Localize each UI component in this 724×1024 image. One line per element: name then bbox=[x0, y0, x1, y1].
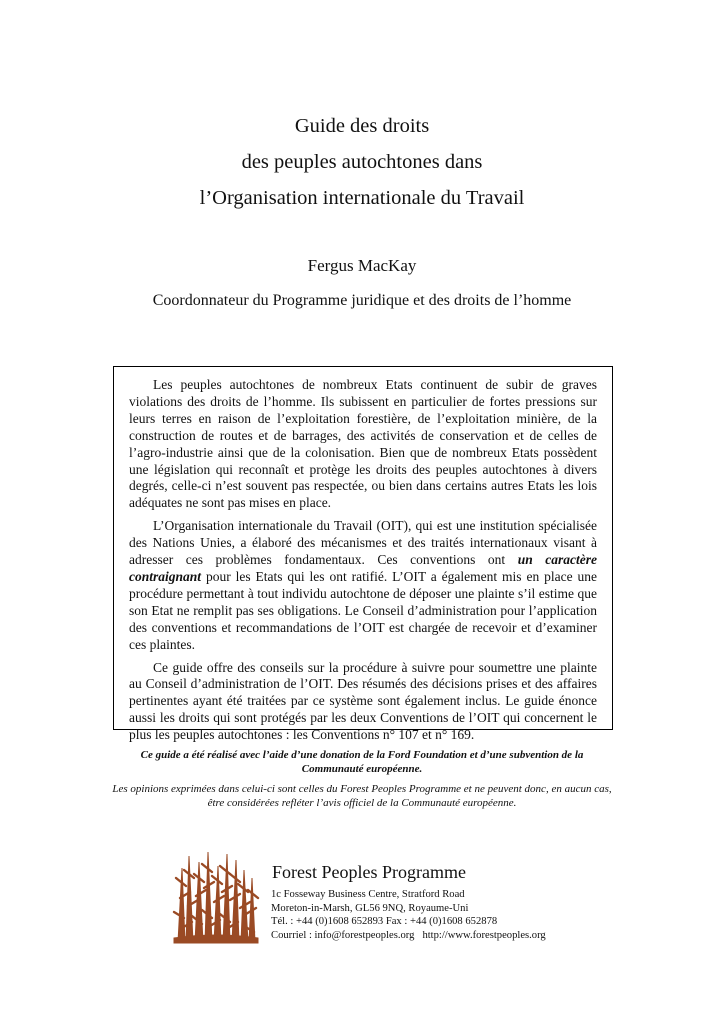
contact-line bbox=[271, 929, 546, 943]
email-text: Courriel : info@forestpeoples.org bbox=[271, 929, 415, 941]
organization-address bbox=[271, 888, 546, 942]
title-line-3: l’Organisation internationale du Travail bbox=[199, 187, 525, 209]
abstract-paragraph-1: Les peuples autochtones de nombreux Etats continuent de subir de graves violations des droits de l’homme. Ils subissent en particulier de fortes pressions sur leurs terres en raison de l’exploitation forestière, de l’exploitation minière, de la construction de routes et de barrages, des activités de conservation et de celles de l’agro-industrie ainsi que de la colonisation. Bien que de nombreux Etats possèdent une législation qui reconnaît et protège les droits des peuples autochtones à divers degrés, celle-ci n’est souvent pas respectée, ou bien dans certains autres Etats les lois adéquates ne sont pas mises en place. bbox=[129, 377, 597, 511]
abstract-box bbox=[113, 366, 613, 743]
abstract-paragraph-2-start: L’Organisation internationale du Travail (OIT), qui est une institution spécialisée des Nations Unies, a élaboré des mécanismes et des traités internationaux visant à adresser ces problèmes fondamentaux. Ces conventions ont bbox=[129, 518, 597, 568]
address-line-1: 1c Fosseway Business Centre, Stratford Road bbox=[271, 889, 465, 900]
forest-trees-logo-icon bbox=[172, 848, 260, 944]
organization-name: Forest Peoples Programme bbox=[272, 862, 466, 882]
website-link[interactable]: http://www.forestpeoples.org bbox=[422, 929, 546, 941]
document-title bbox=[0, 108, 724, 216]
abstract-paragraph-3: Ce guide offre des conseils sur la procédure à suivre pour soumettre une plainte au Conseil d’administration de l’OIT. Des résumés des décisions prises et des affaires pertinentes ayant été traitées par ce système sont également inclus. Le guide énonce aussi les droits qui sont protégés par les deux Conventions de l’OIT qui concernent le plus les peuples autochtones : les Conventions n° 107 et n° 169. bbox=[129, 659, 597, 743]
address-line-2: Moreton-in-Marsh, GL56 9NQ, Royaume-Uni bbox=[271, 902, 469, 914]
abstract-paragraph-2 bbox=[129, 518, 597, 653]
title-line-2: des peuples autochtones dans bbox=[241, 151, 483, 173]
abstract-paragraph-2-end: pour les Etats qui les ont ratifié. L’OIT a également mis en place une procédure permettant à tout individu autochtone de déposer une plainte s’il estime que son Etat ne remplit pas ses obligations. Le Conseil d’administration pour l’application des conventions et recommandations de l’OIT est chargée de recevoir et d’examiner ces plaintes. bbox=[129, 568, 597, 652]
title-line-1: Guide des droits bbox=[294, 115, 430, 137]
funding-note: Ce guide a été réalisé avec l’aide d’une donation de la Ford Foundation et d’une subvention de la Communauté européenne. bbox=[140, 749, 584, 775]
author-role: Coordonnateur du Programme juridique et des droits de l’homme bbox=[152, 292, 572, 309]
disclaimer-note: Les opinions exprimées dans celui-ci sont celles du Forest Peoples Programme et ne peuvent donc, en aucun cas, être considérées refléter l’avis officiel de la Communauté européenne. bbox=[112, 783, 612, 809]
phone-fax-line: Tél. : +44 (0)1608 652893 Fax : +44 (0)1608 652878 bbox=[271, 916, 498, 928]
binding-emphasis: un caractère contraignant bbox=[129, 552, 597, 584]
author-name: Fergus MacKay bbox=[307, 256, 417, 275]
